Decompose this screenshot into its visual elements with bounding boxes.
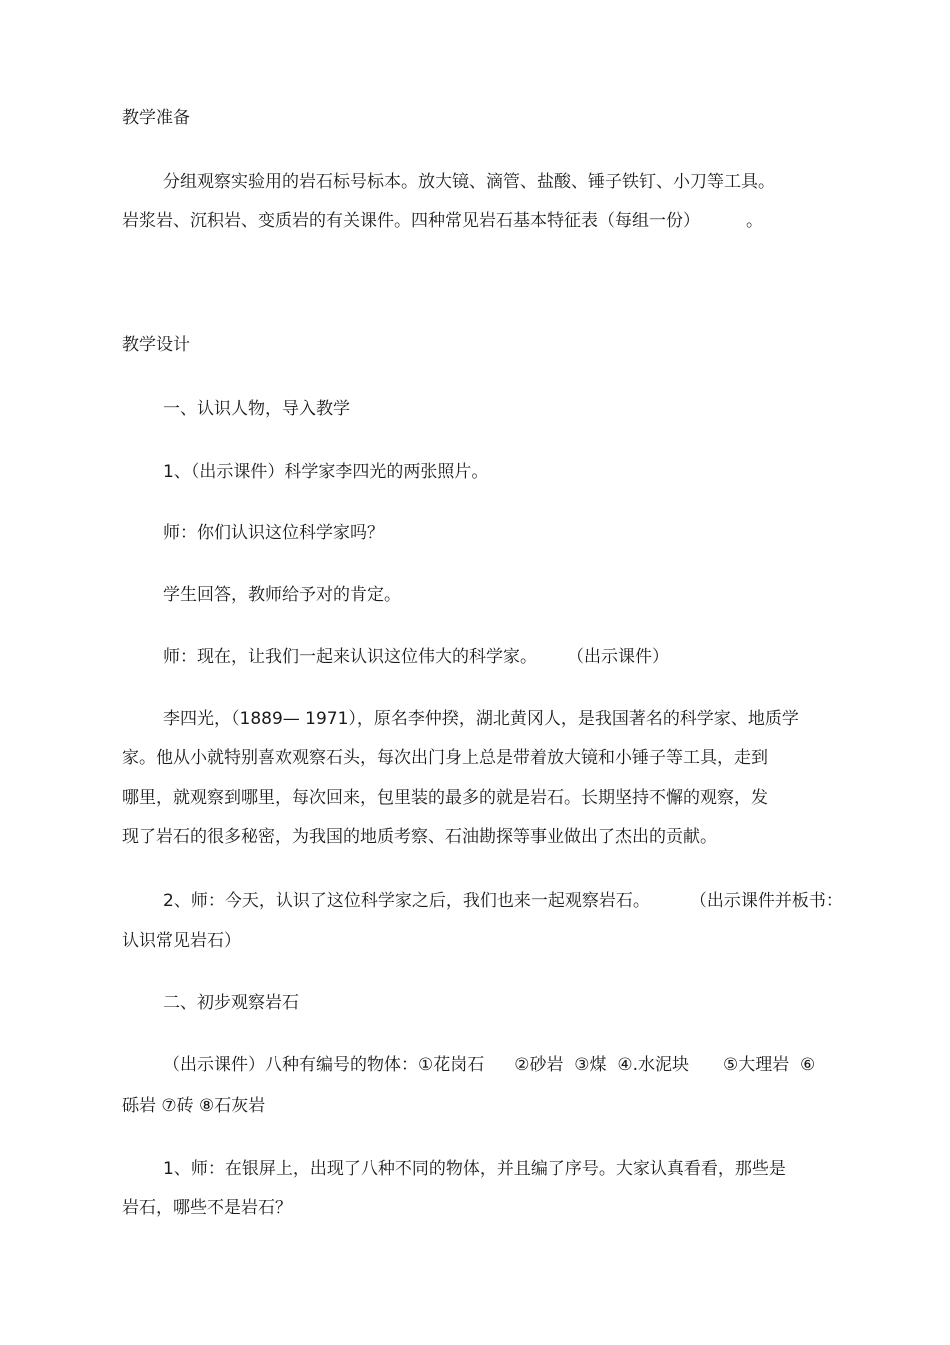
teacher-intro-note: （出示课件） <box>567 647 669 667</box>
item-1: 1、（出示课件）科学家李四光的两张照片。 <box>163 462 489 482</box>
item-2-line-2: 认识常见岩石） <box>122 931 241 951</box>
question-1-line-2: 岩石，哪些不是岩石？ <box>122 1198 292 1218</box>
item-2-note: （出示课件并板书： <box>689 891 843 911</box>
item-2-line-1 <box>163 891 843 911</box>
prep-heading: 教学准备 <box>122 108 190 128</box>
bio-line-2: 家。他从小就特别喜欢观察石头，每次出门身上总是带着放大镜和小锤子等工具，走到 <box>122 748 768 768</box>
teacher-intro-text: 师：现在，让我们一起来认识这位伟大的科学家。 <box>163 647 537 667</box>
prep-line-2 <box>122 211 763 231</box>
teacher-intro <box>163 647 669 667</box>
part1-heading: 一、认识人物，导入教学 <box>163 399 350 419</box>
prep-line-2-text: 岩浆岩、沉积岩、变质岩的有关课件。四种常见岩石基本特征表（每组一份） <box>122 211 700 231</box>
student-answer: 学生回答，教师给予对的肯定。 <box>163 585 401 605</box>
objects-line-1 <box>163 1055 815 1075</box>
part2-heading: 二、初步观察岩石 <box>163 993 299 1013</box>
teacher-question-1: 师：你们认识这位科学家吗？ <box>163 523 384 543</box>
prep-line-2-end: 。 <box>746 211 763 231</box>
objects-line-1-a: （出示课件）八种有编号的物体：①花岗石 <box>163 1055 485 1075</box>
objects-line-2: 砾岩 ⑦砖 ⑧石灰岩 <box>122 1096 266 1116</box>
design-heading: 教学设计 <box>122 335 190 355</box>
objects-line-1-b: ②砂岩 ③煤 ④.水泥块 <box>514 1055 689 1075</box>
question-1-line-1: 1、师：在银屏上，出现了八种不同的物体，并且编了序号。大家认真看看，那些是 <box>163 1159 786 1179</box>
objects-line-1-c: ⑤大理岩 ⑥ <box>723 1055 816 1075</box>
item-2-text: 2、师：今天，认识了这位科学家之后，我们也来一起观察岩石。 <box>163 891 650 911</box>
bio-line-3: 哪里，就观察到哪里，每次回来，包里装的最多的就是岩石。长期坚持不懈的观察，发 <box>122 788 768 808</box>
bio-line-1: 李四光，（1889— 1971），原名李仲揆，湖北黄冈人，是我国著名的科学家、地质学 <box>163 709 799 729</box>
prep-line-1: 分组观察实验用的岩石标号标本。放大镜、滴管、盐酸、锤子铁钉、小刀等工具。 <box>163 172 775 192</box>
bio-line-4: 现了岩石的很多秘密，为我国的地质考察、石油勘探等事业做出了杰出的贡献。 <box>122 827 717 847</box>
